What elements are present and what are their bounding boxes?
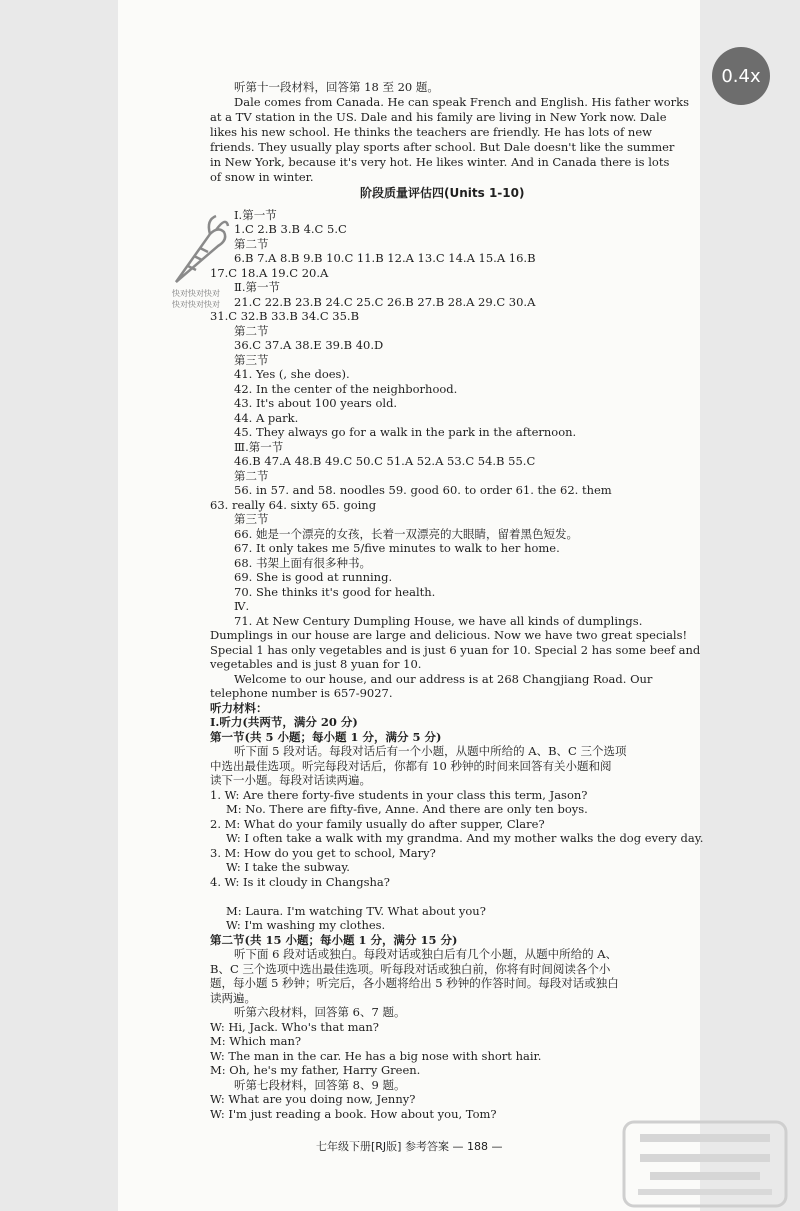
text-line: 听下面 5 段对话。每段对话后有一个小题，从题中所给的 A、B、C 三个选项 (234, 744, 627, 758)
text-line: 读下一小题。每段对话读两遍。 (210, 773, 371, 787)
text-line: 第二节 (234, 324, 269, 338)
zoom-indicator[interactable]: 0.4x (712, 47, 770, 105)
section-title: 阶段质量评估四(Units 1-10) (360, 186, 525, 200)
text-line: telephone number is 657-9027. (210, 686, 393, 700)
page-footer: 七年级下册[RJ版] 参考答案 — 188 — (316, 1140, 503, 1153)
text-line: 36.C 37.A 38.E 39.B 40.D (234, 338, 384, 352)
text-line: 67. It only takes me 5/five minutes to walk to her home. (234, 541, 560, 555)
text-line: vegetables and is just 8 yuan for 10. (210, 657, 422, 671)
text-line: 1.C 2.B 3.B 4.C 5.C (234, 222, 347, 236)
text-line: Dale comes from Canada. He can speak French and English. His father works (234, 95, 690, 109)
text-line: 43. It's about 100 years old. (234, 396, 398, 410)
text-line: Ⅰ.第一节 (234, 208, 277, 222)
text-line: 题，每小题 5 秒钟；听完后，各小题将给出 5 秒钟的作答时间。每段对话或独白 (210, 976, 619, 990)
text-line: W: I often take a walk with my grandma. And my mother walks the dog every day. (226, 831, 704, 845)
text-line: Ⅳ. (234, 599, 250, 613)
section-heading: 第二节(共 15 小题；每小题 1 分，满分 15 分) (210, 933, 458, 947)
text-line: Dumplings in our house are large and delicious. Now we have two great specials! (210, 628, 688, 642)
text-line: 4. W: Is it cloudy in Changsha? (210, 875, 390, 889)
text-line: 68. 书架上面有很多种书。 (234, 556, 371, 570)
document-page (118, 0, 700, 1211)
text-line: 3. M: How do you get to school, Mary? (210, 846, 436, 860)
text-line: 第二节 (234, 237, 269, 251)
section-heading: 听力材料： (210, 701, 268, 715)
text-line: W: I'm washing my clothes. (226, 918, 386, 932)
text-line: in New York, because it's very hot. He likes winter. And in Canada there is lots (210, 155, 670, 169)
text-line: 2. M: What do your family usually do after supper, Clare? (210, 817, 545, 831)
stamp-line: 快对快对快对 (172, 289, 220, 298)
text-line: at a TV station in the US. Dale and his family are living in New York now. Dale (210, 110, 667, 124)
text-line: 45. They always go for a walk in the park in the afternoon. (234, 425, 577, 439)
text-line: Ⅲ.第一节 (234, 440, 284, 454)
text-line: 56. in 57. and 58. noodles 59. good 60. to order 61. the 62. them (234, 483, 612, 497)
text-line: 第三节 (234, 512, 269, 526)
stamp-caption (172, 288, 220, 310)
text-line: M: Oh, he's my father, Harry Green. (210, 1063, 421, 1077)
text-line: 69. She is good at running. (234, 570, 393, 584)
text-line: 第二节 (234, 469, 269, 483)
text-line: 听第七段材料，回答第 8、9 题。 (234, 1078, 406, 1092)
text-line: 41. Yes (, she does). (234, 367, 350, 381)
text-line: 6.B 7.A 8.B 9.B 10.C 11.B 12.A 13.C 14.A 15.A 16.B (234, 251, 536, 265)
text-line: 听第十一段材料，回答第 18 至 20 题。 (234, 80, 439, 94)
text-line: W: I take the subway. (226, 860, 350, 874)
text-line: 44. A park. (234, 411, 299, 425)
stamp-line: 快对快对快对 (172, 300, 220, 309)
text-line: friends. They usually play sports after school. But Dale doesn't like the summer (210, 140, 675, 154)
text-line: 听下面 6 段对话或独白。每段对话或独白后有几个小题，从题中所给的 A、 (234, 947, 618, 961)
text-line: W: What are you doing now, Jenny? (210, 1092, 416, 1106)
text-line: W: The man in the car. He has a big nose with short hair. (210, 1049, 542, 1063)
text-line: 1. W: Are there forty-five students in your class this term, Jason? (210, 788, 588, 802)
text-line: 31.C 32.B 33.B 34.C 35.B (210, 309, 360, 323)
text-line: M: Laura. I'm watching TV. What about you? (226, 904, 486, 918)
text-line: 66. 她是一个漂亮的女孩，长着一双漂亮的大眼睛，留着黑色短发。 (234, 527, 578, 541)
text-line: Special 1 has only vegetables and is just 6 yuan for 10. Special 2 has some beef and (210, 643, 701, 657)
text-line: 17.C 18.A 19.C 20.A (210, 266, 329, 280)
text-line: 第三节 (234, 353, 269, 367)
section-heading: 第一节(共 5 小题；每小题 1 分，满分 5 分) (210, 730, 442, 744)
text-line: 读两遍。 (210, 991, 256, 1005)
section-heading: Ⅰ.听力(共两节，满分 20 分) (210, 715, 358, 729)
text-line: 71. At New Century Dumpling House, we have all kinds of dumplings. (234, 614, 643, 628)
text-line: 42. In the center of the neighborhood. (234, 382, 458, 396)
text-line: 70. She thinks it's good for health. (234, 585, 436, 599)
text-line: Ⅱ.第一节 (234, 280, 280, 294)
watermark-logo (620, 1118, 790, 1210)
text-line: W: Hi, Jack. Who's that man? (210, 1020, 379, 1034)
text-line: 中选出最佳选项。听完每段对话后，你都有 10 秒钟的时间来回答有关小题和阅 (210, 759, 612, 773)
text-line: of snow in winter. (210, 170, 314, 184)
text-line: 21.C 22.B 23.B 24.C 25.C 26.B 27.B 28.A 29.C 30.A (234, 295, 536, 309)
text-line: 46.B 47.A 48.B 49.C 50.C 51.A 52.A 53.C 54.B 55.C (234, 454, 536, 468)
text-line: 63. really 64. sixty 65. going (210, 498, 377, 512)
text-line: B、C 三个选项中选出最佳选项。听每段对话或独白前，你将有时间阅读各个小 (210, 962, 611, 976)
text-line: 听第六段材料，回答第 6、7 题。 (234, 1005, 406, 1019)
text-line: Welcome to our house, and our address is at 268 Changjiang Road. Our (234, 672, 653, 686)
text-line: W: I'm just reading a book. How about you, Tom? (210, 1107, 497, 1121)
text-line: M: No. There are fifty-five, Anne. And there are only ten boys. (226, 802, 588, 816)
text-line: likes his new school. He thinks the teachers are friendly. He has lots of new (210, 125, 652, 139)
text-line: M: Which man? (210, 1034, 302, 1048)
